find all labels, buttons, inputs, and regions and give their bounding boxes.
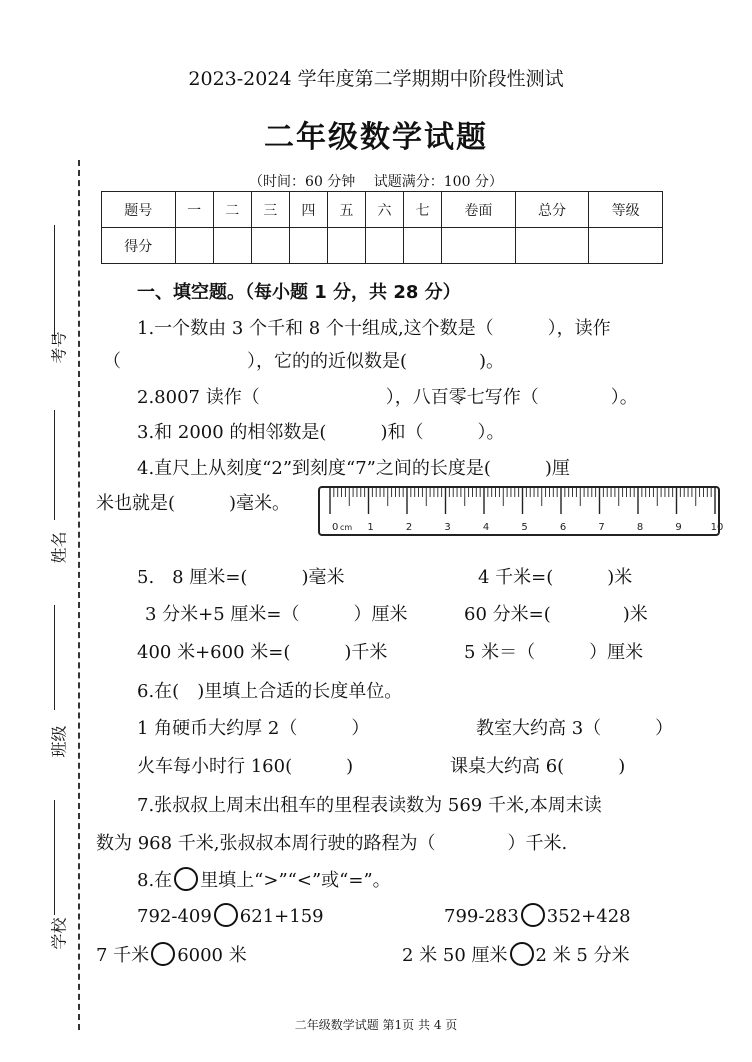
question-line: 60 分米=( )米 — [464, 604, 648, 625]
question-line: 3 分米+5 厘米=（ ）厘米 — [145, 604, 408, 625]
compare-circle-icon[interactable] — [510, 942, 534, 966]
binding-line-class — [54, 605, 55, 710]
expression-left: 7 千米 — [96, 945, 150, 966]
question-line: 1 角硬币大约厚 2（ ） — [137, 718, 370, 739]
question-line: 火车每小时行 160( ) — [137, 756, 354, 777]
table-cell: 总分 — [515, 192, 589, 228]
question-line: 米也就是( )毫米。 — [96, 493, 291, 514]
score-cell[interactable] — [515, 228, 589, 264]
score-cell[interactable] — [251, 228, 289, 264]
question-line: （ ），它的的近似数是( )。 — [103, 351, 505, 372]
question-text: 里填上“>”“<”或“=”。 — [200, 870, 391, 891]
exam-time-info: （时间：60 分钟 试题满分：100 分） — [249, 174, 503, 190]
binding-label-school: 学校 — [49, 917, 69, 950]
question-line: 4 千米=( )米 — [478, 567, 633, 588]
ruler-label: 8 — [636, 522, 644, 533]
table-cell: 四 — [289, 192, 327, 228]
score-cell[interactable] — [442, 228, 516, 264]
question-line: 6.在( )里填上合适的长度单位。 — [137, 681, 403, 702]
expression-right: 6000 米 — [177, 945, 247, 966]
question-line: 1.一个数由 3 个千和 8 个十组成,这个数是（ ），读作 — [137, 318, 611, 339]
expression-right: 621+159 — [239, 906, 324, 927]
ruler-label: 6 — [559, 522, 567, 533]
binding-label-id: 考号 — [49, 331, 69, 364]
binding-line-id — [54, 225, 55, 340]
ruler-label: 10 — [710, 522, 724, 533]
binding-line-name — [54, 410, 55, 520]
binding-line-school — [54, 800, 55, 915]
table-cell: 题号 — [102, 192, 176, 228]
ruler-label: 2 — [405, 522, 413, 533]
table-cell: 六 — [365, 192, 403, 228]
binding-dashed-line — [78, 160, 80, 1030]
question-line: 教室大约高 3（ ） — [476, 718, 674, 739]
binding-label-name: 姓名 — [49, 531, 69, 564]
score-cell[interactable] — [365, 228, 403, 264]
score-cell[interactable] — [327, 228, 365, 264]
question-line: 课桌大约高 6( ) — [450, 756, 626, 777]
table-row — [102, 192, 663, 228]
table-cell: 一 — [175, 192, 213, 228]
table-cell: 得分 — [102, 228, 176, 264]
compare-circle-icon[interactable] — [151, 942, 175, 966]
question-line: 5 米＝（ ）厘米 — [464, 642, 644, 663]
compare-item — [96, 941, 247, 967]
question-line: 5. 8 厘米=( )毫米 — [137, 567, 345, 588]
score-cell[interactable] — [213, 228, 251, 264]
table-cell: 三 — [251, 192, 289, 228]
section-title: 一、填空题。（每小题 1 分，共 28 分） — [137, 282, 461, 303]
ruler-image — [318, 486, 724, 536]
exam-title: 二年级数学试题 — [264, 120, 488, 155]
expression-left: 2 米 50 厘米 — [402, 945, 508, 966]
question-line: 2.8007 读作（ ），八百零七写作（ ）。 — [137, 387, 638, 408]
compare-circle-icon[interactable] — [521, 903, 545, 927]
compare-circle-icon — [174, 867, 198, 891]
page-footer: 二年级数学试题 第1页 共 4 页 — [294, 1018, 458, 1032]
score-table — [101, 191, 663, 264]
binding-label-class: 班级 — [49, 725, 69, 758]
table-row — [102, 228, 663, 264]
expression-right: 352+428 — [546, 906, 631, 927]
ruler-label: 1 — [367, 522, 374, 533]
compare-item — [137, 903, 324, 927]
ruler-label: 3 — [444, 522, 451, 533]
score-cell[interactable] — [175, 228, 213, 264]
question-line — [137, 866, 391, 892]
expression-left: 792-409 — [137, 906, 212, 927]
ruler-unit-label: cm — [340, 523, 353, 532]
table-cell: 等级 — [589, 192, 663, 228]
question-line: 4.直尺上从刻度“2”到刻度“7”之间的长度是( )厘 — [137, 458, 570, 479]
score-cell[interactable] — [289, 228, 327, 264]
ruler-label: 7 — [598, 522, 605, 533]
ruler-label: 4 — [482, 522, 490, 533]
compare-circle-icon[interactable] — [214, 903, 238, 927]
question-line: 400 米+600 米=( )千米 — [137, 642, 388, 663]
compare-item — [402, 941, 630, 967]
table-cell: 二 — [213, 192, 251, 228]
table-cell: 卷面 — [442, 192, 516, 228]
exam-subtitle: 2023-2024 学年度第二学期期中阶段性测试 — [188, 68, 564, 90]
ruler-label: 5 — [521, 522, 528, 533]
score-cell[interactable] — [403, 228, 441, 264]
question-line: 3.和 2000 的相邻数是( )和（ ）。 — [137, 422, 505, 443]
question-line: 7.张叔叔上周末出租车的里程表读数为 569 千米,本周末读 — [137, 795, 602, 816]
table-cell: 五 — [327, 192, 365, 228]
ruler-label: 9 — [675, 522, 682, 533]
question-line: 数为 968 千米,张叔叔本周行驶的路程为（ ）千米. — [96, 833, 568, 854]
question-text: 8.在 — [137, 870, 173, 891]
expression-right: 2 米 5 分米 — [535, 945, 630, 966]
score-cell[interactable] — [589, 228, 663, 264]
compare-item — [444, 903, 631, 927]
expression-left: 799-283 — [444, 906, 519, 927]
ruler-label: 0 — [332, 522, 339, 533]
table-cell: 七 — [403, 192, 441, 228]
